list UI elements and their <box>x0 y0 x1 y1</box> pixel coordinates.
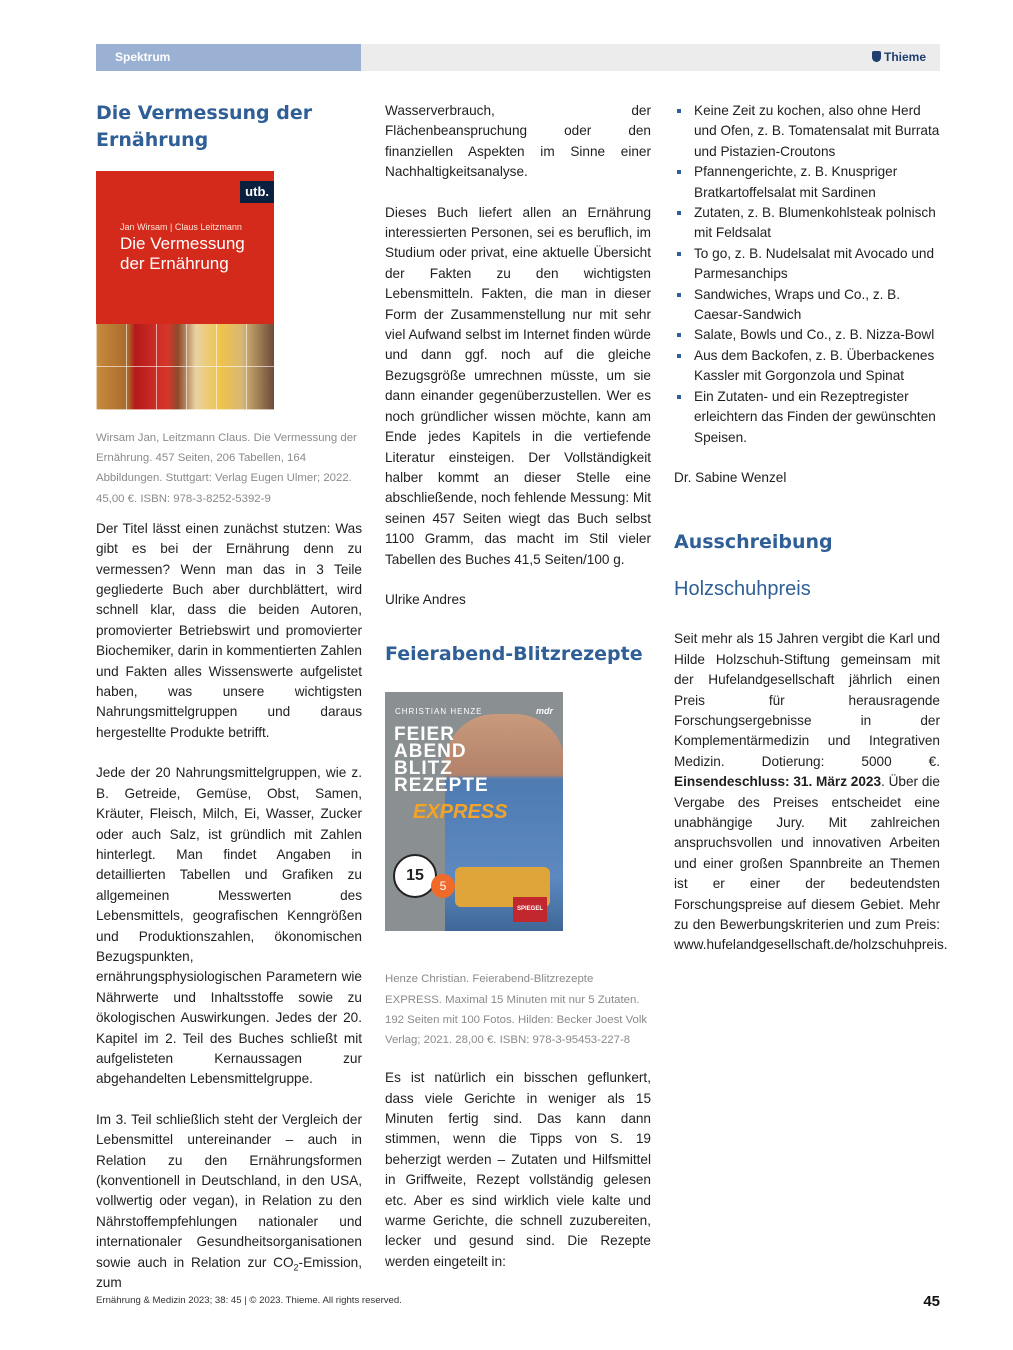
paragraph: Im 3. Teil schließlich steht der Vergleich der Lebensmittel untereinander – auch in Relation zu den Ernährungsformen (konventionell in Deutschland, in den USA, vollwertig oder vegan), in Relation zu den Nährstoffempfehlungen nationaler und internationaler Gesundheitsorganisationen sowie auch in Relation zur $CO_2$-Emission, zum <box>96 1111 362 1291</box>
page-number: 45 <box>923 1293 940 1310</box>
article-subtitle: Holzschuhpreis <box>674 578 811 601</box>
ingredients-badge: 5 <box>431 874 455 898</box>
list-item: Salate, Bowls und Co., z. B. Nizza-Bowl <box>674 325 940 345</box>
book-cover-image <box>96 171 274 410</box>
minutes-stamp: 15 <box>393 854 437 898</box>
column-3 <box>674 101 948 956</box>
paragraph: Jede der 20 Nahrungsmittelgruppen, wie z. B. Getreide, Gemüse, Obst, Samen, Kräuter, Fleisch, Milch, Ei, Wasser, Zucker oder auch Salz, ist gründlich mit Zahlen hinterlegt. Man findet Angaben in detaillierten Tabellen und Grafiken zu allgemeinen Messwerten des Lebensmittels, geografischen Kenngrößen und Produktionszahlen, ökonomischen Bezugspunkten, ernährungsphysiologischen Parametern wie Nährwerte und Inhaltsstoffe sowie zu ökologischen Auswirkungen. Jedes der 20. Kapitel im 2. Teil des Buches schließt mit aufgelisteten Kernaussagen zur abgehandelten Lebensmittelgruppe. <box>96 765 362 1087</box>
article-title: Ausschreibung <box>674 531 833 554</box>
mdr-logo: mdr <box>535 706 553 717</box>
paragraph: Seit mehr als 15 Jahren vergibt die Karl und Hilde Holzschuh-Stiftung gemeinsam mit der Hufelandgesellschaft jährlich einen Preis für herausragende Forschungsergebnisse in der Komplementärmedizin und Integrativen Medizin. Dotierung: 5000 €. Einsendeschluss: 31. März 2023. Über die Vergabe des Preises entscheidet eine unabhängige Jury. Mit zahlreichen anspruchsvollen und innovativen Arbeiten und einer großen Spannbreite an Themen ist er einer der bedeutendsten Forschungspreise auf diesem Gebiet. Mehr zu den Bewerbungskriterien und zum Preis: www.hufelandgesellschaft.de/holzschuhpreis. <box>674 631 948 953</box>
book-caption: Henze Christian. Feierabend-Blitzrezepte EXPRESS. Maximal 15 Minuten mit nur 5 Zutaten. 192 Seiten mit 100 Fotos. Hilden: Becker Joest Volk Verlag; 2021. 28,00 €. ISBN: 978-3-95453-227-8 <box>385 973 648 1046</box>
list-item: To go, z. B. Nudelsalat mit Avocado und Parmesanchips <box>674 244 940 285</box>
book-cover-image <box>385 692 563 931</box>
list-item: Zutaten, z. B. Blumenkohlsteak polnisch mit Feldsalat <box>674 203 940 244</box>
header-bar <box>361 44 940 71</box>
cover-title: Die Vermessung der Ernährung <box>120 234 245 273</box>
review-author: Dr. Sabine Wenzel <box>674 469 787 485</box>
list-item: Ein Zutaten- und ein Rezeptregister erleichtern das Finden der gewünschten Speisen. <box>674 387 940 448</box>
article-title: Feierabend-Blitzrezepte <box>385 643 643 666</box>
article-title: Die Vermessung der Ernährung <box>96 102 313 151</box>
publisher-logo: utb. <box>240 181 274 203</box>
brand-logo <box>872 44 926 71</box>
column-2 <box>385 101 651 1272</box>
paragraph: Dieses Buch liefert allen an Ernährung interessierten Personen, sei es beruflich, im Studium oder privat, eine aktuelle Übersicht der Fakten zu den wichtigsten Lebensmitteln. Fakten, die man in dieser Form der Zusammenstellung nur mit sehr viel Aufwand selbst im Internet finden würde und dann ggf. noch auf die gleiche Bezugsgröße umrechnen müsste, um sie dann einander gegenüberzustellen. Wer es noch gründlicher wissen möchte, kann am Ende jedes Kapitels in die vertiefende Literatur einsteigen. Der Vollständigkeit halber kommt an dieser Stelle eine abschließende, noch fehlende Messung: Mit seinen 457 Seiten wiegt das Buch selbst 1100 Gramm, das macht im Stil vieler Tabellen des Buches 41,5 Seiten/100 g. <box>385 204 651 567</box>
food-grid <box>96 324 274 410</box>
list-item: Keine Zeit zu kochen, also ohne Herd und Ofen, z. B. Tomatensalat mit Burrata und Pistazien-Croutons <box>674 101 940 162</box>
paragraph: Es ist natürlich ein bisschen geflunkert, dass viele Gerichte in weniger als 15 Minuten fertig sind. Das kann dann stimmen, wenn die Tipps von S. 19 beherzigt werden – Zutaten und Hilfsmittel in Griffweite, Rezept vollständig gelesen etc. Aber es sind wirklich viele kalte und warme Gerichte, die schnell zuzubereiten, lecker und gesund sind. Die Rezepte werden eingeteilt in: <box>385 1070 651 1269</box>
cover-title: FEIER ABEND BLITZ REZEPTE <box>394 724 489 797</box>
cover-authors: Jan Wirsam | Claus Leitzmann <box>120 222 242 232</box>
recipe-category-list <box>674 101 940 448</box>
list-item: Pfannengerichte, z. B. Knuspriger Bratkartoffelsalat mit Sardinen <box>674 162 940 203</box>
spiegel-badge: SPIEGEL <box>513 897 547 921</box>
column-1 <box>96 100 362 1293</box>
paragraph: Wasserverbrauch, der Flächenbeanspruchung oder den finanziellen Aspekten im Sinne einer Nachhaltigkeitsanalyse. <box>385 103 651 180</box>
list-item: Aus dem Backofen, z. B. Überbackenes Kassler mit Gorgonzola und Spinat <box>674 346 940 387</box>
brand-name: Thieme <box>883 50 926 64</box>
cover-author: CHRISTIAN HENZE <box>395 707 483 717</box>
footer-citation: Ernährung & Medizin 2023; 38: 45 | © 2023. Thieme. All rights reserved. <box>96 1295 402 1306</box>
cover-express: EXPRESS <box>413 801 508 824</box>
review-author: Ulrike Andres <box>385 591 466 607</box>
paragraph: Der Titel lässt einen zunächst stutzen: Was gibt es bei der Ernährung denn zu vermessen? Wenn man das in 3 Teile gegliederte Buch aber durchblättert, wird schnell klar, dass die beiden Autoren, promovierter Betriebswirt und promovierter Biochemiker, darin in kommentierten Zahlen und Fakten alles Wissenswerte aufgelistet haben, was unsere wichtigsten Nahrungsmittelgruppen und daraus hergestellte Produkte betrifft. <box>96 520 362 740</box>
book-caption: Wirsam Jan, Leitzmann Claus. Die Vermessung der Ernährung. 457 Seiten, 206 Tabellen, 164 Abbildungen. Stuttgart: Verlag Eugen Ulmer; 2022. 45,00 €. ISBN: 978-3-8252-5392-9 <box>96 432 357 505</box>
section-label: Spektrum <box>96 44 361 71</box>
list-item: Sandwiches, Wraps und Co., z. B. Caesar-Sandwich <box>674 285 940 326</box>
shield-icon <box>872 51 881 62</box>
